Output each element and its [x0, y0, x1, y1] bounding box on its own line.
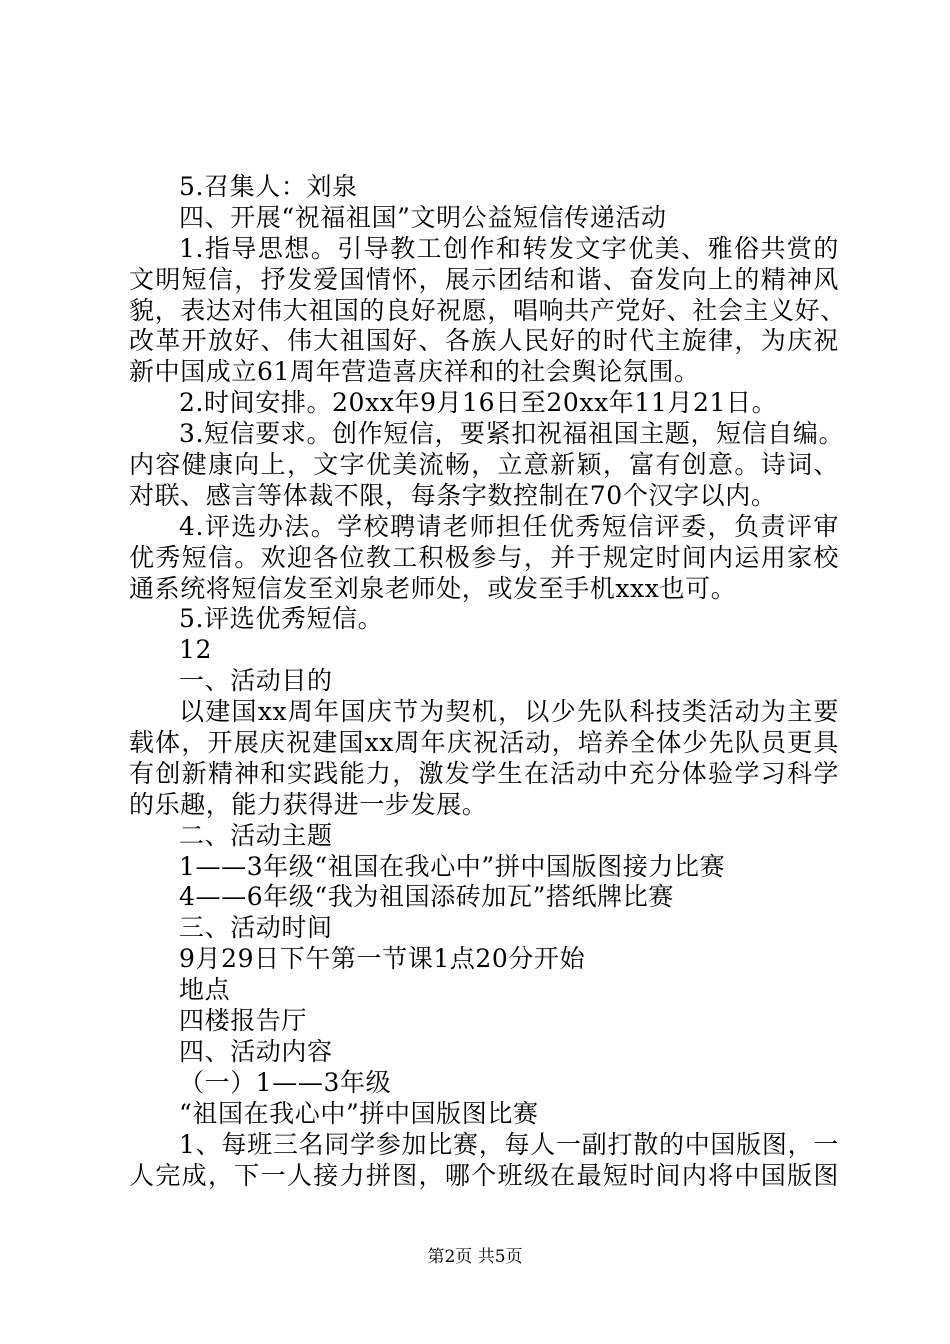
text-line: 有创新精神和实践能力，激发学生在活动中充分体验学习科学	[129, 758, 839, 788]
text-line: 内容健康向上，文字优美流畅，立意新颖，富有创意。诗词、	[129, 450, 839, 480]
text-line: 1、每班三名同学参加比赛，每人一副打散的中国版图，一	[179, 1129, 839, 1159]
text-line: 人完成，下一人接力拼图，哪个班级在最短时间内将中国版图	[129, 1160, 839, 1190]
text-line: 对联、感言等体裁不限，每条字数控制在70个汉字以内。	[129, 480, 777, 510]
document-body	[129, 172, 846, 1191]
text-line: 改革开放好、伟大祖国好、各族人民好的时代主旋律，为庆祝	[129, 326, 839, 356]
section-heading: 二、活动主题	[179, 820, 333, 850]
section-heading: 一、活动目的	[179, 666, 333, 696]
text-line: 9月29日下午第一节课1点20分开始	[179, 944, 586, 974]
text-line: 4——6年级“我为祖国添砖加瓦”搭纸牌比赛	[179, 882, 674, 912]
text-line: 新中国成立61周年营造喜庆祥和的社会舆论氛围。	[129, 357, 700, 387]
text-line: 优秀短信。欢迎各位教工积极参与，并于规定时间内运用家校	[129, 542, 839, 572]
subsection-heading: （一）1——3年级	[179, 1067, 392, 1097]
text-line: 貌，表达对伟大祖国的良好祝愿，唱响共产党好、社会主义好、	[129, 295, 846, 325]
text-line: 1——3年级“祖国在我心中”拼中国版图接力比赛	[179, 851, 726, 881]
text-line: 1.指导思想。引导教工创作和转发文字优美、雅俗共赏的	[179, 233, 839, 263]
section-heading: 三、活动时间	[179, 913, 333, 943]
text-line: 12	[179, 635, 213, 665]
text-line: 以建国xx周年国庆节为契机，以少先队科技类活动为主要	[179, 697, 839, 727]
text-line: 文明短信，抒发爱国情怀，展示团结和谐、奋发向上的精神风	[129, 264, 839, 294]
text-line: 3.短信要求。创作短信，要紧扣祝福祖国主题，短信自编。	[179, 419, 845, 449]
text-line: 通系统将短信发至刘泉老师处，或发至手机xxx也可。	[129, 573, 737, 603]
text-line: 4.评选办法。学校聘请老师担任优秀短信评委，负责评审	[179, 511, 839, 541]
text-line: 地点	[179, 975, 231, 1005]
text-line: “祖国在我心中”拼中国版图比赛	[179, 1098, 539, 1128]
text-line: 2.时间安排。20xx年9月16日至20xx年11月21日。	[179, 388, 778, 418]
text-line: 5.评选优秀短信。	[179, 604, 384, 634]
text-line: 四楼报告厅	[179, 1006, 308, 1036]
page-number-footer: 第2页 共5页	[427, 1247, 523, 1267]
section-heading: 四、开展“祝福祖国”文明公益短信传递活动	[179, 202, 667, 232]
text-line: 的乐趣，能力获得进一步发展。	[129, 789, 488, 819]
section-heading: 四、活动内容	[179, 1036, 333, 1066]
text-line: 载体，开展庆祝建国xx周年庆祝活动，培养全体少先队员更具	[129, 728, 839, 758]
text-line: 5.召集人：刘泉	[179, 172, 358, 201]
